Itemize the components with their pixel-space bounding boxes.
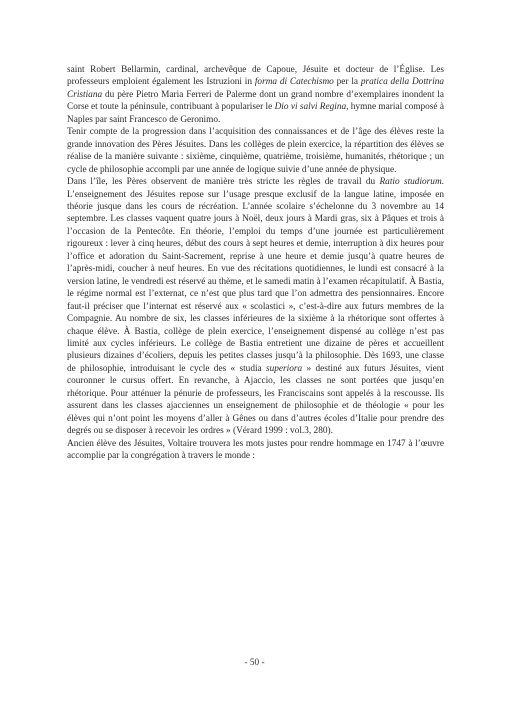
- paragraph: [67, 176, 444, 438]
- text-segment: . L’enseignement des Jésuites repose sur l’usage presque exclusif de la langue latine, imposée en théorie jusque dans les cours de récréation. L’année scolaire s’échelonne du 3 novembre au 14 septembre. Les classes vaquent quatre jours à Noël, deux jours à Mardi gras, six à Pâques et trois à l’occasion de la Pentecôte. En théorie, l’emploi du temps d’une journée est particulièrement rigoureux : lever à cinq heures, début des cours à sept heures et demie, interruption à dix heures pour l’office et adoration du Saint-Sacrement, reprise à une heure et demie jusqu’à quatre heures de l’après-midi, coucher à neuf heures. En vue des récitations quotidiennes, le lundi est consacré à la version latine, le vendredi est réservé au thème, et le samedi matin à l’examen récapitulatif. À Bastia, le régime normal est l’externat, ce n’est que plus tard que l’on admettra des pensionnaires. Encore faut-il préciser que l’internat est réservé aux « scolastici », c’est-à-dire aux futurs membres de la Compagnie. Au nombre de six, les classes inférieures de la sixième à la rhétorique sont offertes à chaque élève. À Bastia, collège de plein exercice, l’enseignement dispensé au collège n’est pas limité aux cycles inférieurs. Le collège de Bastia entretient une dizaine de pères et accueillent plusieurs dizaines d’écoliers, depuis les petites classes jusqu’à la philosophie. Dès 1693, une classe de philosophie, introduisant le cycle des « studia: [67, 177, 444, 374]
- text-segment: per la: [333, 77, 361, 88]
- body-text: [67, 64, 444, 463]
- text-segment: saint Robert Bellarmin, cardinal, archevêque de Capoue, Jésuite et docteur de l’Église. Les professeurs emploient également les Istruzioni in: [67, 65, 444, 88]
- text-segment: du père Pietro Maria Ferreri de Palerme dont un grand nombre d’exemplaires inondent la Corse et toute la péninsule, contribuant à populariser le: [67, 89, 444, 113]
- text-segment: Dans l’île, les Pères observent de manière très stricte les règles de travail du: [67, 177, 380, 188]
- text-segment: , hymne marial composé à Naples par saint Francesco de Geronimo.: [67, 102, 444, 125]
- paragraph: [67, 64, 444, 126]
- page-number: - 50 -: [244, 658, 265, 668]
- italic-text-segment: forma di Catechismo: [254, 77, 334, 88]
- text-segment: » destiné aux futurs Jésuites, vient couronner le cursus offert. En revanche, à Ajaccio, les classes ne sont portées que jusqu’en rhétorique. Pour atténuer la pénurie de professeurs, les Franciscains sont appelés à la rescousse. Ils assurent dans les classes ajacciennes un enseignement de philosophie et de théologie « pour les élèves qui n’ont point les moyens d’aller à Gênes ou dans d’autres écoles d’Italie pour prendre des degrés ou se disposer à recevoir les ordres » (Vérard 1999 : vol.3, 280).: [67, 363, 444, 437]
- italic-text-segment: pratica della Dottrina Cristiana: [67, 77, 444, 100]
- text-segment: Tenir compte de la progression dans l’acquisition des connaissances et de l’âge des élèves reste la grande innovation des Pères Jésuites. Dans les collèges de plein exercice, la répartition des élèves se réalise de la manière suivante : sixième, cinquième, quatrième, troisième, humanités, rhétorique ; un cycle de philosophie accompli par une année de logique suivie d’une année de physique.: [67, 127, 444, 175]
- paragraph: [67, 438, 444, 463]
- text-segment: Ancien élève des Jésuites, Voltaire trouvera les mots justes pour rendre hommage en 1747 à l’œuvre accomplie par la congrégation à travers le monde :: [67, 438, 444, 462]
- italic-text-segment: superiora: [266, 363, 303, 374]
- italic-text-segment: Dio vi salvi Regina: [274, 102, 347, 113]
- italic-text-segment: Ratio studiorum: [379, 177, 442, 188]
- paragraph: [67, 126, 444, 176]
